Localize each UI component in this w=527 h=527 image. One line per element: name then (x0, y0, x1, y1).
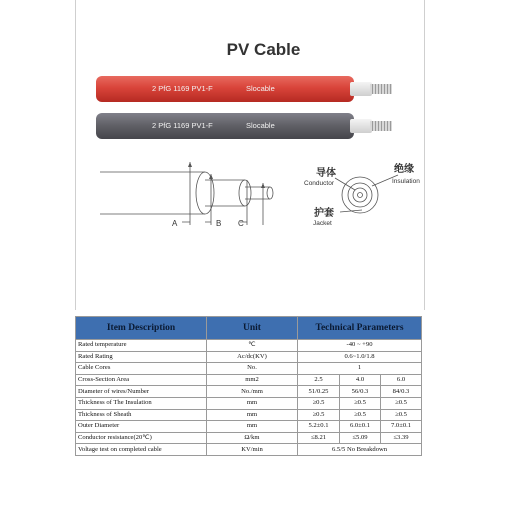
jacket-label-en: Jacket (313, 220, 332, 227)
row-item: Rated Rating (76, 351, 207, 363)
row-unit: mm (207, 409, 298, 421)
page-title: PV Cable (226, 40, 301, 59)
insulation-label-en: Insulation (392, 178, 420, 185)
table-row (76, 409, 422, 421)
row-item: Thickness of Sheath (76, 409, 207, 421)
row-value-6-0: 6.0 (381, 374, 422, 386)
row-unit: Ac/dc(KV) (207, 351, 298, 363)
row-value: -40 ~ +90 (298, 340, 422, 352)
row-value-4-0: ≤5.09 (340, 432, 381, 444)
insulation-label-zh: 绝缘 (394, 164, 414, 175)
row-unit: KV/min (207, 444, 298, 456)
row-item: Conductor resistance(20℃) (76, 432, 207, 444)
table-row (76, 421, 422, 433)
jacket-label-zh: 护套 (314, 208, 334, 219)
row-value: 1 (298, 363, 422, 375)
row-value-6-0: ≥0.5 (381, 397, 422, 409)
row-value-2-5: ≤8.21 (298, 432, 340, 444)
row-item: Diameter of wires/Number (76, 386, 207, 398)
row-value-4-0: ≥0.5 (340, 409, 381, 421)
row-unit: No./mm (207, 386, 298, 398)
row-unit: No. (207, 363, 298, 375)
table-row (76, 444, 422, 456)
row-value: 0.6~1.0/1.8 (298, 351, 422, 363)
table-row (76, 397, 422, 409)
row-value-2-5: 2.5 (298, 374, 340, 386)
row-value-2-5: ≥0.5 (298, 409, 340, 421)
dimension-label-c: C (238, 219, 244, 228)
row-value-6-0: ≥0.5 (381, 409, 422, 421)
row-item: Outer Diameter (76, 421, 207, 433)
row-item: Thickness of The Insulation (76, 397, 207, 409)
table-row (76, 374, 422, 386)
red-cable-model-print: 2 PfG 1169 PV1-F (152, 84, 213, 93)
grey-cable-model-print: 2 PfG 1169 PV1-F (152, 121, 213, 130)
table-row (76, 351, 422, 363)
row-value-6-0: ≤3.39 (381, 432, 422, 444)
header-unit: Unit (207, 317, 298, 340)
row-item: Rated temperature (76, 340, 207, 352)
grey-cable-brand-print: Slocable (246, 121, 275, 130)
table-row (76, 363, 422, 375)
header-item-description: Item Description (76, 317, 207, 340)
red-cable-brand-print: Slocable (246, 84, 275, 93)
row-item: Cross-Section Area (76, 374, 207, 386)
row-unit: ℃ (207, 340, 298, 352)
row-unit: mm (207, 421, 298, 433)
row-unit: Ω/km (207, 432, 298, 444)
row-unit: mm2 (207, 374, 298, 386)
row-value-2-5: 51/0.25 (298, 386, 340, 398)
table-row (76, 340, 422, 352)
conductor-label-en: Conductor (304, 180, 334, 187)
dimension-label-b: B (216, 219, 222, 228)
row-value-4-0: 56/0.3 (340, 386, 381, 398)
row-value-4-0: 6.0±0.1 (340, 421, 381, 433)
row-value-2-5: 5.2±0.1 (298, 421, 340, 433)
spec-table (75, 316, 422, 456)
table-row (76, 432, 422, 444)
conductor-label-zh: 导体 (316, 168, 336, 179)
row-value-6-0: 84/0.3 (381, 386, 422, 398)
table-row (76, 386, 422, 398)
header-technical-parameters: Technical Parameters (298, 317, 422, 340)
spec-table-header-row (76, 317, 422, 340)
row-value-2-5: ≥0.5 (298, 397, 340, 409)
row-item: Cable Cores (76, 363, 207, 375)
row-value: 6.5/5 No Breakdown (298, 444, 422, 456)
row-value-4-0: ≥0.5 (340, 397, 381, 409)
row-value-6-0: 7.0±0.1 (381, 421, 422, 433)
row-unit: mm (207, 397, 298, 409)
dimension-label-a: A (172, 219, 178, 228)
row-item: Voltage test on completed cable (76, 444, 207, 456)
row-value-4-0: 4.0 (340, 374, 381, 386)
